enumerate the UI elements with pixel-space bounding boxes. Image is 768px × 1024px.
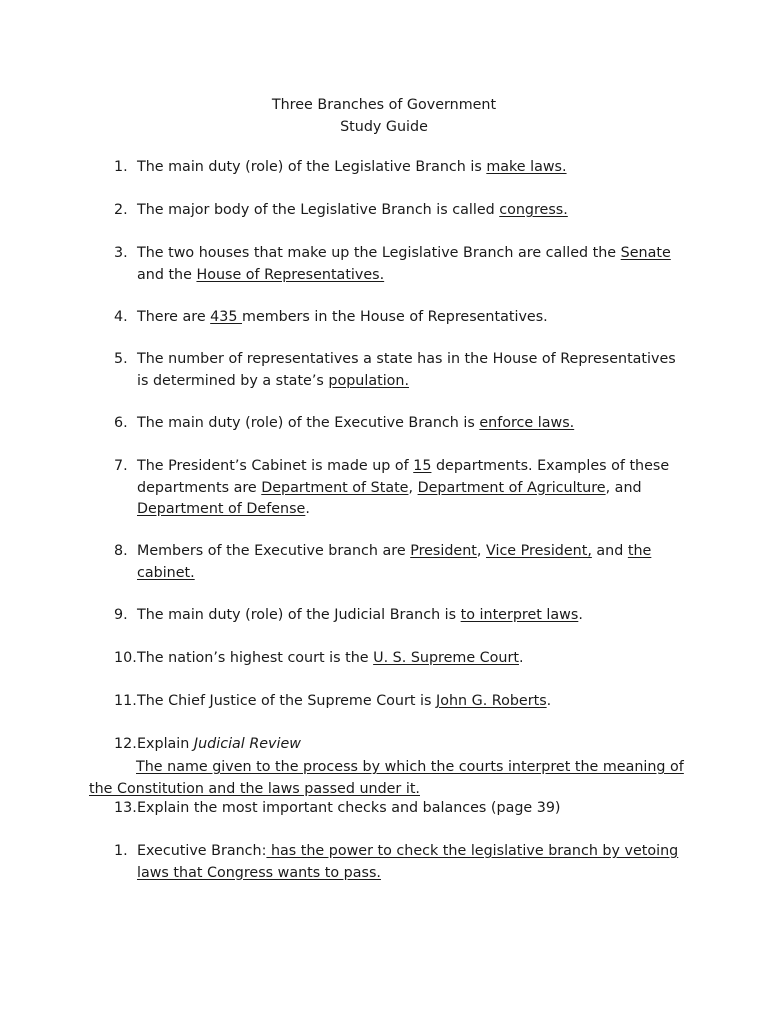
question-text: [137, 691, 684, 713]
question-number: 2.: [114, 202, 128, 218]
question-12: [114, 734, 684, 756]
subquestion-1: [114, 841, 684, 884]
answer: population.: [328, 372, 410, 389]
question-9: [114, 605, 684, 627]
answer: U. S. Supreme Court: [373, 650, 519, 666]
answer: Department of Defense: [137, 501, 306, 517]
question-number: 5.: [114, 351, 128, 367]
question-text: [137, 157, 684, 179]
question-1: [114, 157, 684, 179]
prompt: Explain: [137, 736, 194, 752]
prompt: The main duty (role) of the Legislative Branch is: [137, 159, 487, 175]
prompt: There are: [137, 309, 211, 325]
question-number: 6.: [114, 415, 128, 431]
question-2: [114, 200, 684, 222]
answer: House of Representatives.: [196, 266, 385, 283]
answer: to interpret laws: [460, 607, 579, 623]
answer: Senate: [620, 245, 671, 261]
prompt: The Chief Justice of the Supreme Court is: [137, 693, 436, 709]
answer: make laws.: [486, 159, 567, 175]
prompt: departments. Examples of these departments are: [137, 458, 670, 496]
prompt: .: [305, 501, 310, 517]
prompt: ,: [476, 543, 486, 559]
page-subtitle: Study Guide: [340, 119, 428, 135]
question-number: 9.: [114, 607, 128, 623]
question-number: 11.: [114, 693, 137, 709]
answer: the cabinet.: [137, 543, 652, 581]
question-11: [114, 691, 684, 713]
answer: congress.: [499, 202, 568, 218]
question-text: [137, 541, 684, 584]
answer: enforce laws.: [479, 415, 575, 431]
answer: has the power to check the legislative branch by vetoing laws that Congress wants to pass.: [137, 843, 679, 881]
question-7: [114, 456, 684, 521]
question-text: [137, 648, 684, 670]
prompt: The nation’s highest court is the: [137, 650, 374, 666]
question-text: [137, 841, 684, 884]
question-3: [114, 243, 684, 286]
question-number: 7.: [114, 458, 128, 474]
answer: John G. Roberts: [436, 693, 547, 709]
prompt: , and: [605, 479, 642, 496]
question-4: [114, 307, 684, 329]
prompt: and: [591, 543, 628, 559]
question-number: 4.: [114, 309, 128, 325]
answer-12: [89, 757, 689, 800]
prompt: ,: [408, 479, 418, 496]
answer: Vice President,: [486, 543, 592, 559]
prompt: The two houses that make up the Legislative Branch are called the: [137, 245, 621, 261]
prompt: Members of the Executive branch are: [137, 543, 411, 559]
question-text: [137, 307, 684, 329]
question-number: 13.: [114, 800, 137, 816]
prompt: .: [518, 650, 524, 666]
question-number: 1.: [114, 843, 128, 859]
question-number: 12.: [114, 736, 137, 752]
answer: President: [410, 543, 477, 559]
question-text: [137, 243, 684, 286]
prompt: and the: [137, 266, 197, 283]
question-10: [114, 648, 684, 670]
question-number: 1.: [114, 159, 128, 175]
prompt: .: [578, 607, 583, 623]
prompt: The President’s Cabinet is made up of: [137, 458, 414, 474]
prompt: The main duty (role) of the Judicial Branch is: [137, 607, 461, 623]
prompt: members in the House of Representatives.: [242, 309, 548, 325]
question-text: [137, 200, 684, 222]
question-text: [137, 456, 684, 521]
question-text: [137, 349, 684, 392]
prompt: The number of representatives a state has in the House of Representatives is determined by a state’s: [137, 351, 676, 389]
prompt: .: [546, 693, 552, 709]
question-6: [114, 413, 684, 435]
question-8: [114, 541, 684, 584]
prompt: The major body of the Legislative Branch is called: [137, 202, 500, 218]
answer: 15: [413, 458, 432, 474]
question-text: [137, 413, 684, 435]
prompt: Executive Branch:: [137, 843, 267, 859]
question-number: 8.: [114, 543, 128, 559]
term: Judicial Review: [193, 736, 301, 752]
answer: The name given to the process by which the courts interpret the meaning of the Constitution and the laws passed under it.: [89, 759, 684, 797]
question-5: [114, 349, 684, 392]
question-text: [137, 605, 684, 627]
question-number: 3.: [114, 245, 128, 261]
question-text: [137, 734, 684, 756]
page-title: Three Branches of Government: [271, 97, 497, 113]
prompt: The main duty (role) of the Executive Branch is: [137, 415, 480, 431]
answer: Department of Agriculture: [417, 479, 606, 496]
question-13: [114, 798, 684, 820]
title-block: [0, 94, 768, 138]
question-number: 10.: [114, 650, 137, 666]
answer: Department of State: [261, 479, 409, 496]
answer: 435: [210, 309, 243, 325]
question-text: Explain the most important checks and balances (page 39): [137, 800, 561, 816]
